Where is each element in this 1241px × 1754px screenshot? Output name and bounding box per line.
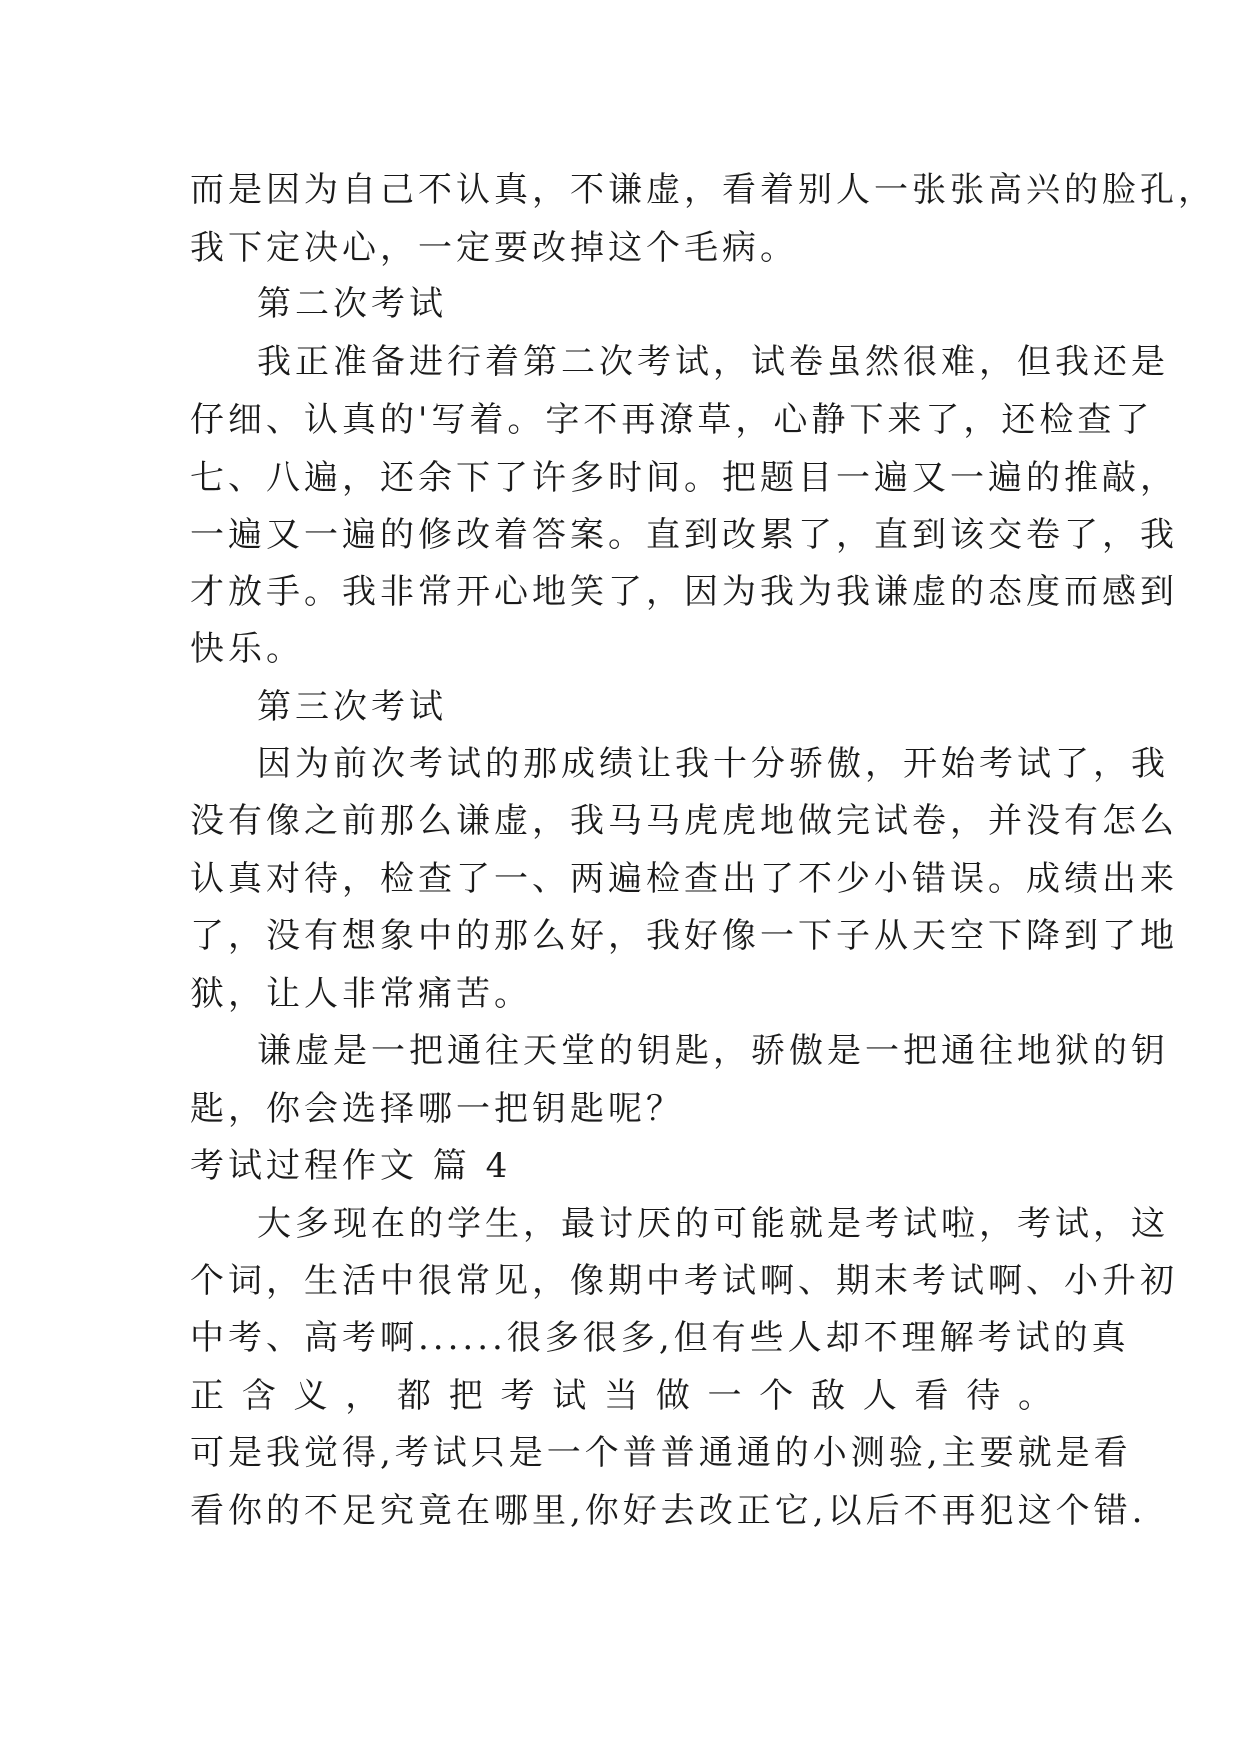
text-line: 狱，让人非常痛苦。	[190, 974, 532, 1014]
text-char: 试	[552, 1376, 587, 1416]
text-char: ，	[345, 1376, 380, 1416]
text-line: 中考、高考啊......很多很多,但有些人却不理解考试的真	[190, 1318, 1130, 1358]
text-line: 快乐。	[190, 629, 304, 669]
text-line: 一遍又一遍的修改着答案。直到改累了，直到该交卷了，我	[190, 515, 1178, 555]
text-line: 才放手。我非常开心地笑了，因为我为我谦虚的态度而感到	[190, 572, 1178, 612]
text-line: 谦虚是一把通往天堂的钥匙，骄傲是一把通往地狱的钥	[257, 1031, 1169, 1071]
text-char: 含	[241, 1376, 276, 1416]
text-char: 敌	[811, 1376, 845, 1416]
text-line: 了，没有想象中的那么好，我好像一下子从天空下降到了地	[190, 916, 1178, 956]
text-line: 个词，生活中很常见，像期中考试啊、期末考试啊、小升初	[190, 1261, 1178, 1301]
text-line: 我正准备进行着第二次考试，试卷虽然很难，但我还是	[257, 342, 1169, 382]
text-line-justified	[190, 1368, 1052, 1424]
text-char: 当	[604, 1376, 638, 1416]
text-char: 考	[500, 1376, 535, 1416]
text-line: 看你的不足究竟在哪里,你好去改正它,以后不再犯这个错.	[190, 1491, 1147, 1531]
heading-second-exam: 第二次考试	[257, 284, 447, 324]
text-line: 因为前次考试的那成绩让我十分骄傲，开始考试了，我	[257, 744, 1169, 784]
text-char: 义	[293, 1376, 328, 1416]
heading-third-exam: 第三次考试	[257, 687, 447, 727]
text-char: 待	[966, 1376, 1001, 1416]
text-char: 个	[759, 1376, 794, 1416]
text-char: 。	[1018, 1376, 1052, 1416]
text-line: 而是因为自己不认真，不谦虚，看着别人一张张高兴的脸孔，	[190, 170, 1216, 210]
text-char: 做	[655, 1376, 690, 1416]
text-char: 看	[914, 1376, 949, 1416]
text-line: 我下定决心，一定要改掉这个毛病。	[190, 228, 798, 268]
text-line: 匙，你会选择哪一把钥匙呢？	[190, 1089, 684, 1129]
text-char: 都	[397, 1376, 431, 1416]
text-char: 一	[707, 1376, 742, 1416]
section-title: 考试过程作文 篇 4	[190, 1146, 512, 1186]
text-line: 仔细、认真的'写着。字不再潦草，心静下来了，还检查了	[190, 400, 1154, 440]
text-line: 没有像之前那么谦虚，我马马虎虎地做完试卷，并没有怎么	[190, 801, 1178, 841]
text-char: 人	[862, 1376, 897, 1416]
text-line: 大多现在的学生，最讨厌的可能就是考试啦，考试，这	[257, 1204, 1169, 1244]
text-char: 把	[448, 1376, 483, 1416]
text-line: 七、八遍，还余下了许多时间。把题目一遍又一遍的推敲，	[190, 458, 1178, 498]
text-line: 认真对待，检查了一、两遍检查出了不少小错误。成绩出来	[190, 859, 1178, 899]
text-line: 可是我觉得,考试只是一个普普通通的小测验,主要就是看	[190, 1433, 1132, 1473]
text-char: 正	[190, 1376, 224, 1416]
